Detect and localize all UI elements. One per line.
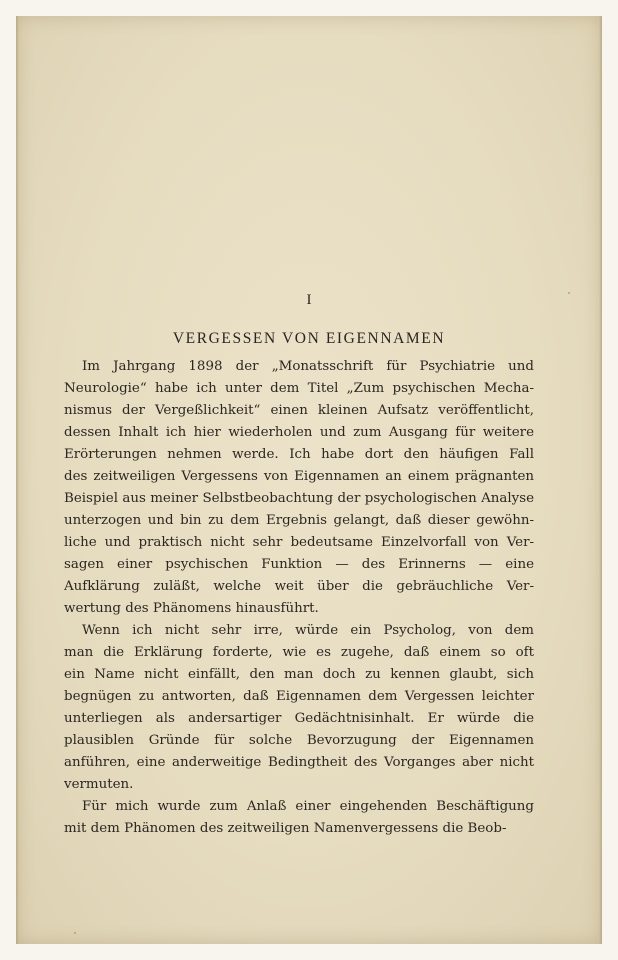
text-line: liche und praktisch nicht sehr bedeutsame Einzelvorfall von Ver- (64, 535, 534, 550)
page-edge-right (599, 16, 602, 944)
text-line: nismus der Vergeßlichkeit“ einen kleinen Aufsatz veröffentlicht, (64, 403, 534, 418)
text-line: Wenn ich nicht sehr irre, würde ein Psycholog, von dem (82, 623, 534, 638)
chapter-number: I (306, 292, 312, 308)
text-line: Im Jahrgang 1898 der „Monatsschrift für Psychiatrie und (82, 359, 534, 374)
paragraph (64, 796, 534, 840)
chapter-title: VERGESSEN VON EIGENNAMEN (172, 330, 446, 347)
text-line: Für mich wurde zum Anlaß einer eingehenden Beschäftigung (82, 799, 534, 814)
text-line: Neurologie“ habe ich unter dem Titel „Zum psychischen Mecha- (64, 381, 534, 396)
text-line: begnügen zu antworten, daß Eigennamen dem Vergessen leichter (64, 689, 534, 704)
text-line: Aufklärung zuläßt, welche weit über die gebräuchliche Ver- (64, 579, 534, 594)
text-line: des zeitweiligen Vergessens von Eigennamen an einem prägnanten (64, 469, 534, 484)
text-line: unterzogen und bin zu dem Ergebnis gelangt, daß dieser gewöhn- (64, 513, 534, 528)
text-line: Erörterungen nehmen werde. Ich habe dort den häufigen Fall (64, 447, 534, 462)
text-line: Beispiel aus meiner Selbstbeobachtung der psychologischen Analyse (64, 491, 534, 506)
book-page (16, 16, 602, 944)
text-line: dessen Inhalt ich hier wiederholen und zum Ausgang für weitere (64, 425, 534, 440)
text-line: unterliegen als andersartiger Gedächtnisinhalt. Er würde die (64, 711, 534, 726)
body-text (64, 356, 534, 840)
text-line: wertung des Phänomens hinausführt. (64, 601, 319, 616)
text-line: vermuten. (64, 777, 134, 792)
text-line: man die Erklärung forderte, wie es zugehe, daß einem so oft (64, 645, 534, 660)
text-line: anführen, eine anderweitige Bedingtheit des Vorganges aber nicht (64, 755, 534, 770)
text-line: ein Name nicht einfällt, den man doch zu kennen glaubt, sich (64, 667, 534, 682)
page-edge-left (16, 16, 19, 944)
text-line: plausiblen Gründe für solche Bevorzugung der Eigennamen (64, 733, 534, 748)
text-line: mit dem Phänomen des zeitweiligen Namenvergessens die Beob- (64, 821, 507, 836)
paragraph (64, 356, 534, 620)
text-line: sagen einer psychischen Funktion — des Erinnerns — eine (64, 557, 534, 572)
paper-speck (74, 932, 76, 934)
paragraph (64, 620, 534, 796)
